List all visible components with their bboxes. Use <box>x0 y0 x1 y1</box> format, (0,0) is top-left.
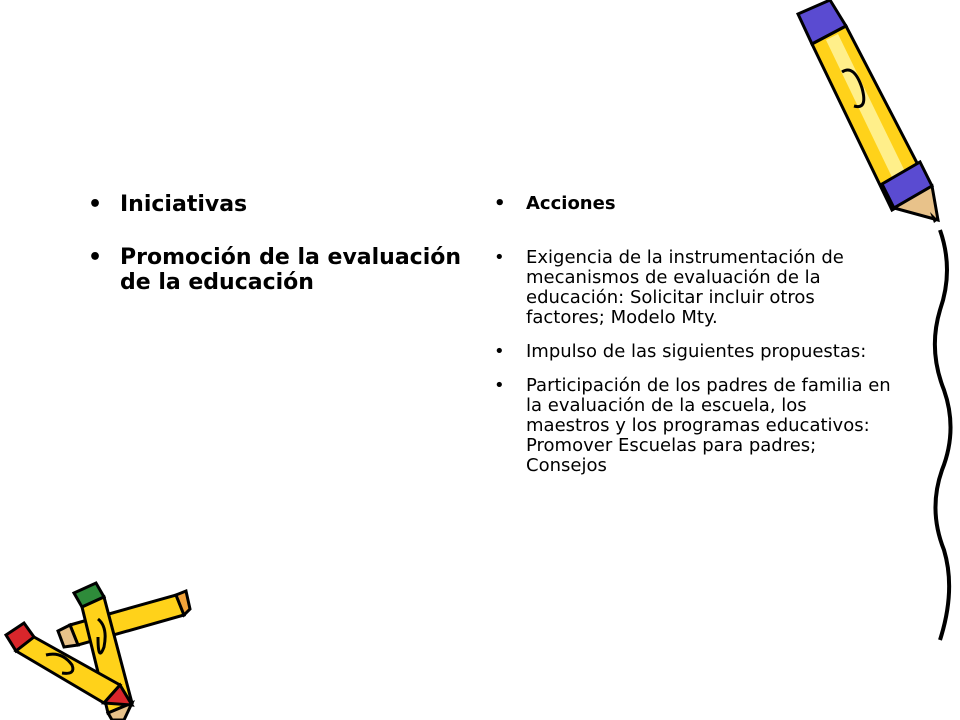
pencil-clipart-top-right <box>790 0 960 720</box>
initiative-item: • Promoción de la evaluación de la educación <box>88 245 468 295</box>
action-item: • Exigencia de la instrumentación de mecanismos de evaluación de la educación: Solicitar incluir otros factores; Modelo Mty. <box>494 248 894 328</box>
initiatives-column <box>88 192 468 323</box>
initiatives-heading: • Iniciativas <box>88 192 468 217</box>
pencil-icon <box>798 0 938 223</box>
initiatives-list <box>88 192 468 295</box>
actions-heading: • Acciones <box>494 194 894 214</box>
action-item: • Participación de los padres de familia en la evaluación de la escuela, los maestros y los programas educativos: Promover Escuelas para padres; Consejos <box>494 376 894 476</box>
action-item: • Impulso de las siguientes propuestas: <box>494 342 894 362</box>
pencils-clipart-bottom-left <box>0 575 200 720</box>
